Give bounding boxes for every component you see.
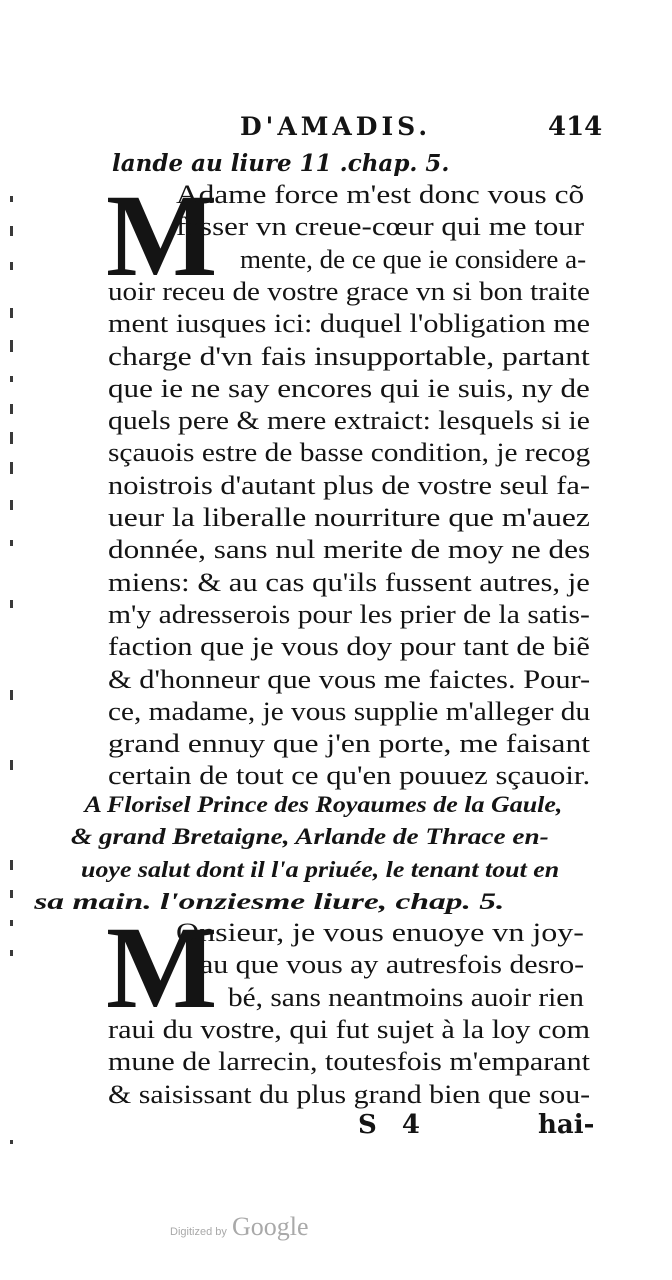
watermark-logo-text: Google (231, 1212, 309, 1241)
text-line: Onsieur, je vous enuoye vn joy- (176, 918, 584, 947)
text-line: sçauois estre de basse condition, je recog (108, 438, 591, 468)
text-line: faction que je vous doy pour tant de biẽ (108, 632, 590, 662)
text-line: & saisissant du plus grand bien que sou- (108, 1079, 591, 1109)
text-line: m'y adresserois pour les prier de la satis- (108, 599, 590, 629)
margin-speck (10, 196, 13, 202)
text-line: noistrois d'autant plus de vostre seul fa- (108, 470, 590, 500)
text-line: fesser vn creue-cœur qui me tour (176, 212, 585, 242)
text-line: uoir receu de vostre grace vn si bon traite (108, 276, 590, 306)
running-head: D'AMADIS. (240, 112, 432, 141)
margin-speck (10, 860, 13, 870)
heading-line: uoye salut dont il l'a priuée, le tenant tout en (81, 856, 560, 882)
heading-line: A Florisel Prince des Royaumes de la Gaule, (84, 792, 563, 817)
text-line: charge d'vn fais insupportable, partant (108, 341, 590, 371)
digitization-watermark (170, 1212, 309, 1242)
margin-speck (10, 432, 13, 444)
drop-cap: M (106, 902, 218, 1033)
text-line: Adame force m'est donc vous cõ (176, 180, 585, 209)
margin-speck (10, 540, 13, 546)
margin-speck (10, 920, 13, 926)
watermark-small-text: Digitized by (170, 1226, 227, 1238)
text-line: miens: & au cas qu'ils fussent autres, je (108, 567, 590, 597)
text-line: raui du vostre, qui fut sujet à la loy com (108, 1014, 591, 1044)
text-line: mune de larrecin, toutesfois m'emparant (108, 1047, 590, 1077)
text-line: ce, madame, je vous supplie m'alleger du (108, 696, 591, 726)
margin-speck (10, 890, 13, 898)
text-line: que ie ne say encores qui ie suis, ny de (108, 373, 590, 403)
text-line: mente, de ce que ie considere a- (240, 244, 587, 274)
margin-speck (10, 226, 13, 236)
text-line: au que vous ay autresfois desro- (200, 950, 585, 980)
margin-speck (10, 340, 13, 352)
text-line: & d'honneur que vous me faictes. Pour- (108, 664, 591, 694)
text-line: donnée, sans nul merite de moy ne des (108, 535, 591, 565)
page-number: 414 (548, 112, 603, 142)
text-line: grand ennuy que j'en porte, me faisant (108, 729, 591, 759)
margin-speck (10, 760, 13, 770)
catchword: hai- (538, 1110, 595, 1140)
margin-speck (10, 690, 13, 700)
margin-speck (10, 262, 13, 270)
heading-line: & grand Bretaigne, Arlande de Thrace en- (70, 824, 549, 850)
margin-speck (10, 376, 13, 382)
signature-mark: S 4 (358, 1110, 428, 1140)
drop-cap: M (106, 170, 218, 301)
text-line: certain de tout ce qu'en pouuez sçauoir. (108, 761, 591, 791)
margin-speck (10, 600, 13, 608)
margin-speck (10, 500, 13, 510)
text-line: ueur la liberalle nourriture que m'auez (108, 503, 590, 532)
text-line: bé, sans neantmoins auoir rien (228, 982, 584, 1012)
margin-speck (10, 1140, 13, 1144)
text-line: ment iusques ici: duquel l'obligation me (108, 309, 591, 339)
margin-speck (10, 950, 13, 956)
margin-speck (10, 404, 13, 414)
margin-speck (10, 308, 13, 318)
chapter-reference: lande au liure 11 .chap. 5. (112, 150, 450, 177)
text-line: quels pere & mere extraict: lesquels si ie (108, 406, 590, 436)
heading-line: sa main. l'onziesme liure, chap. 5. (34, 888, 505, 914)
margin-speck (10, 462, 13, 474)
